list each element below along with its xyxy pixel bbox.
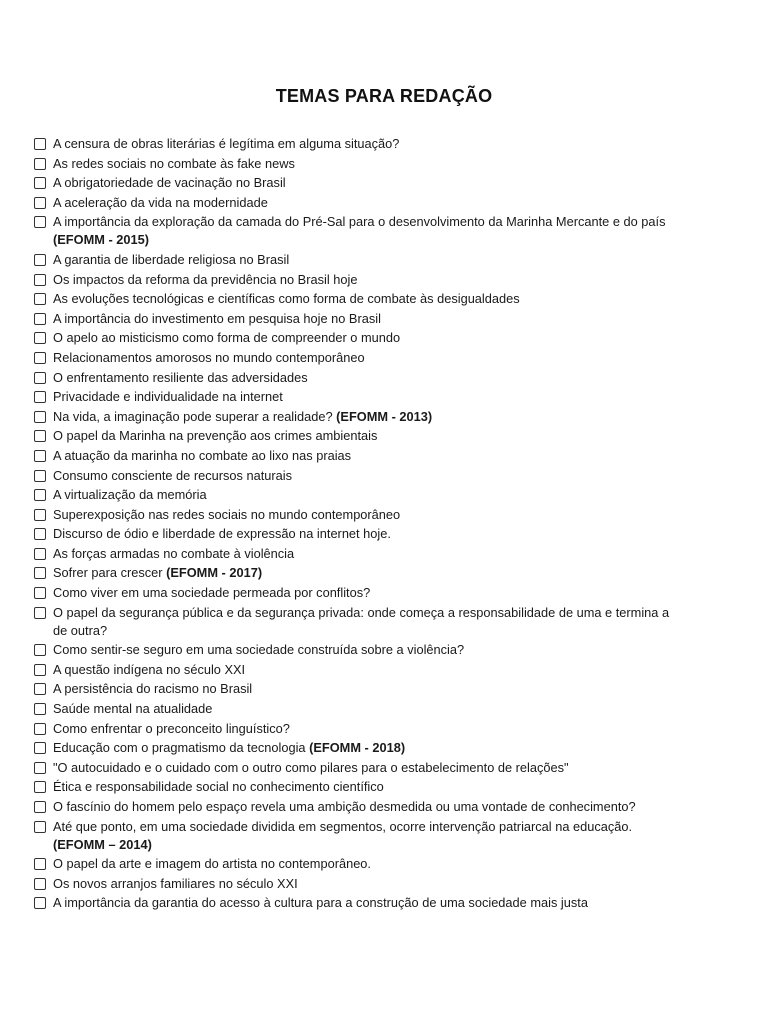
topic-text: [53, 213, 684, 249]
checkbox[interactable]: [34, 352, 46, 364]
list-item: [34, 290, 684, 308]
topic-text: [53, 329, 684, 347]
list-item: [34, 641, 684, 659]
topic-label: Educação com o pragmatismo da tecnologia: [53, 740, 306, 756]
list-item: [34, 778, 684, 796]
topic-checklist: [34, 135, 684, 914]
topic-text: [53, 310, 684, 328]
topic-text: [53, 408, 684, 426]
topic-label: Consumo consciente de recursos naturais: [53, 467, 292, 483]
topic-label: As forças armadas no combate à violência: [53, 545, 295, 561]
checkbox[interactable]: [34, 762, 46, 774]
list-item: [34, 194, 684, 212]
list-item: [34, 310, 684, 328]
topic-text: [53, 525, 684, 543]
checkbox[interactable]: [34, 391, 46, 403]
topic-text: [53, 818, 684, 854]
topic-label: Os impactos da reforma da previdência no Brasil hoje: [53, 271, 358, 287]
topic-label: Relacionamentos amorosos no mundo contemporâneo: [53, 349, 365, 365]
topic-label: Ética e responsabilidade social no conhecimento científico: [53, 779, 384, 795]
list-item: [34, 680, 684, 698]
exam-tag: (EFOMM - 2017): [166, 565, 263, 581]
list-item: [34, 388, 684, 406]
checkbox[interactable]: [34, 644, 46, 656]
topic-text: [53, 661, 684, 679]
topic-text: [53, 584, 684, 602]
checkbox[interactable]: [34, 430, 46, 442]
checkbox[interactable]: [34, 293, 46, 305]
checkbox[interactable]: [34, 138, 46, 150]
topic-text: [53, 641, 684, 659]
topic-text: [53, 798, 684, 816]
checkbox[interactable]: [34, 216, 46, 228]
topic-label: Como viver em uma sociedade permeada por conflitos?: [53, 585, 371, 601]
topic-text: [53, 251, 684, 269]
checkbox[interactable]: [34, 567, 46, 579]
topic-label: "O autocuidado e o cuidado com o outro como pilares para o estabelecimento de relações": [53, 759, 569, 775]
checkbox[interactable]: [34, 821, 46, 833]
topic-text: [53, 349, 684, 367]
topic-label: A questão indígena no século XXI: [53, 661, 246, 677]
topic-text: [53, 894, 684, 912]
checkbox[interactable]: [34, 664, 46, 676]
topic-text: [53, 506, 684, 524]
topic-label: A virtualização da memória: [53, 487, 207, 503]
topic-text: [53, 564, 684, 582]
topic-text: [53, 720, 684, 738]
topic-label: Na vida, a imaginação pode superar a realidade?: [53, 408, 333, 424]
topic-text: [53, 427, 684, 445]
topic-label: Discurso de ódio e liberdade de expressão na internet hoje.: [53, 526, 391, 542]
list-item: [34, 155, 684, 173]
topic-label: Até que ponto, em uma sociedade dividida em segmentos, ocorre intervenção patriarcal na educação.: [53, 818, 633, 834]
list-item: [34, 700, 684, 718]
list-item: [34, 329, 684, 347]
checkbox[interactable]: [34, 528, 46, 540]
topic-label: A obrigatoriedade de vacinação no Brasil: [53, 175, 286, 191]
topic-text: [53, 680, 684, 698]
topic-text: [53, 739, 684, 757]
topic-text: [53, 604, 684, 640]
topic-label: A garantia de liberdade religiosa no Brasil: [53, 251, 290, 267]
list-item: [34, 427, 684, 445]
topic-text: [53, 369, 684, 387]
list-item: [34, 213, 684, 249]
checkbox[interactable]: [34, 723, 46, 735]
topic-label: O fascínio do homem pelo espaço revela uma ambição desmedida ou uma vontade de conhecimento?: [53, 799, 636, 814]
topic-text: [53, 447, 684, 465]
topic-text: [53, 388, 684, 406]
topic-label: A aceleração da vida na modernidade: [53, 194, 268, 210]
list-item: [34, 739, 684, 757]
list-item: [34, 584, 684, 602]
exam-tag: (EFOMM – 2014): [53, 836, 152, 852]
list-item: [34, 349, 684, 367]
checkbox[interactable]: [34, 587, 46, 599]
topic-text: [53, 155, 684, 173]
checkbox[interactable]: [34, 332, 46, 344]
topic-text: [53, 194, 684, 212]
list-item: [34, 486, 684, 504]
checkbox[interactable]: [34, 313, 46, 325]
topic-label: Saúde mental na atualidade: [53, 701, 213, 717]
checkbox[interactable]: [34, 450, 46, 462]
list-item: [34, 564, 684, 582]
topic-label: As redes sociais no combate às fake news: [53, 155, 295, 171]
topic-label: O enfrentamento resiliente das adversidades: [53, 369, 308, 385]
list-item: [34, 408, 684, 426]
topic-label: O papel da Marinha na prevenção aos crimes ambientais: [53, 428, 378, 444]
topic-text: [53, 486, 684, 504]
checkbox[interactable]: [34, 509, 46, 521]
page-title: TEMAS PARA REDAÇÃO: [275, 86, 493, 106]
topic-label: A importância do investimento em pesquisa hoje no Brasil: [53, 310, 381, 326]
topic-label: A persistência do racismo no Brasil: [53, 681, 253, 697]
topic-text: [53, 778, 684, 796]
checkbox[interactable]: [34, 470, 46, 482]
checkbox[interactable]: [34, 897, 46, 909]
topic-label: Como enfrentar o preconceito linguístico?: [53, 720, 290, 736]
topic-text: [53, 290, 684, 308]
topic-label: Sofrer para crescer: [53, 565, 163, 581]
checkbox[interactable]: [34, 801, 46, 813]
topic-label: A atuação da marinha no combate ao lixo nas praias: [53, 447, 352, 463]
checkbox[interactable]: [34, 158, 46, 170]
list-item: [34, 467, 684, 485]
topic-text: [53, 271, 684, 289]
checkbox[interactable]: [34, 274, 46, 286]
topic-text: [53, 467, 684, 485]
list-item: [34, 506, 684, 524]
list-item: [34, 271, 684, 289]
topic-text: [53, 545, 684, 563]
exam-tag: (EFOMM - 2018): [309, 740, 406, 756]
list-item: [34, 759, 684, 777]
list-item: [34, 855, 684, 873]
topic-text: [53, 875, 684, 893]
topic-label: As evoluções tecnológicas e científicas como forma de combate às desigualdades: [53, 291, 520, 307]
topic-label: O papel da segurança pública e da segurança privada: onde começa a responsabilidade de uma e termina a de outra?: [53, 604, 670, 638]
list-item: [34, 525, 684, 543]
checkbox[interactable]: [34, 781, 46, 793]
checkbox[interactable]: [34, 548, 46, 560]
list-item: [34, 720, 684, 738]
list-item: [34, 894, 684, 912]
list-item: [34, 174, 684, 192]
topic-text: [53, 759, 684, 777]
topic-label: A importância da garantia do acesso à cultura para a construção de uma sociedade mais justa: [53, 895, 588, 911]
exam-tag: (EFOMM - 2013): [336, 408, 433, 424]
topic-label: O papel da arte e imagem do artista no contemporâneo.: [53, 856, 371, 872]
exam-tag: (EFOMM - 2015): [53, 232, 149, 248]
list-item: [34, 875, 684, 893]
topic-label: O apelo ao misticismo como forma de compreender o mundo: [53, 330, 401, 346]
list-item: [34, 447, 684, 465]
list-item: [34, 135, 684, 153]
checkbox[interactable]: [34, 411, 46, 423]
topic-text: [53, 135, 684, 153]
list-item: [34, 604, 684, 640]
topic-label: Superexposição nas redes sociais no mundo contemporâneo: [53, 506, 401, 522]
list-item: [34, 251, 684, 269]
checkbox[interactable]: [34, 489, 46, 501]
list-item: [34, 661, 684, 679]
list-item: [34, 369, 684, 387]
topic-label: Privacidade e individualidade na internet: [53, 389, 283, 405]
checkbox[interactable]: [34, 372, 46, 384]
checkbox[interactable]: [34, 742, 46, 754]
checkbox[interactable]: [34, 683, 46, 695]
topic-text: [53, 174, 684, 192]
topic-text: [53, 855, 684, 873]
checkbox[interactable]: [34, 254, 46, 266]
list-item: [34, 798, 684, 816]
checkbox[interactable]: [34, 197, 46, 209]
checkbox[interactable]: [34, 177, 46, 189]
topic-text: [53, 700, 684, 718]
topic-label: Como sentir-se seguro em uma sociedade construída sobre a violência?: [53, 642, 465, 658]
checkbox[interactable]: [34, 858, 46, 870]
list-item: [34, 545, 684, 563]
checkbox[interactable]: [34, 607, 46, 619]
checkbox[interactable]: [34, 703, 46, 715]
checkbox[interactable]: [34, 878, 46, 890]
topic-label: A censura de obras literárias é legítima em alguma situação?: [53, 136, 400, 151]
list-item: [34, 818, 684, 854]
topic-label: A importância da exploração da camada do Pré-Sal para o desenvolvimento da Marinha Mercante e do país: [53, 214, 666, 230]
topic-label: Os novos arranjos familiares no século XXI: [53, 875, 298, 891]
